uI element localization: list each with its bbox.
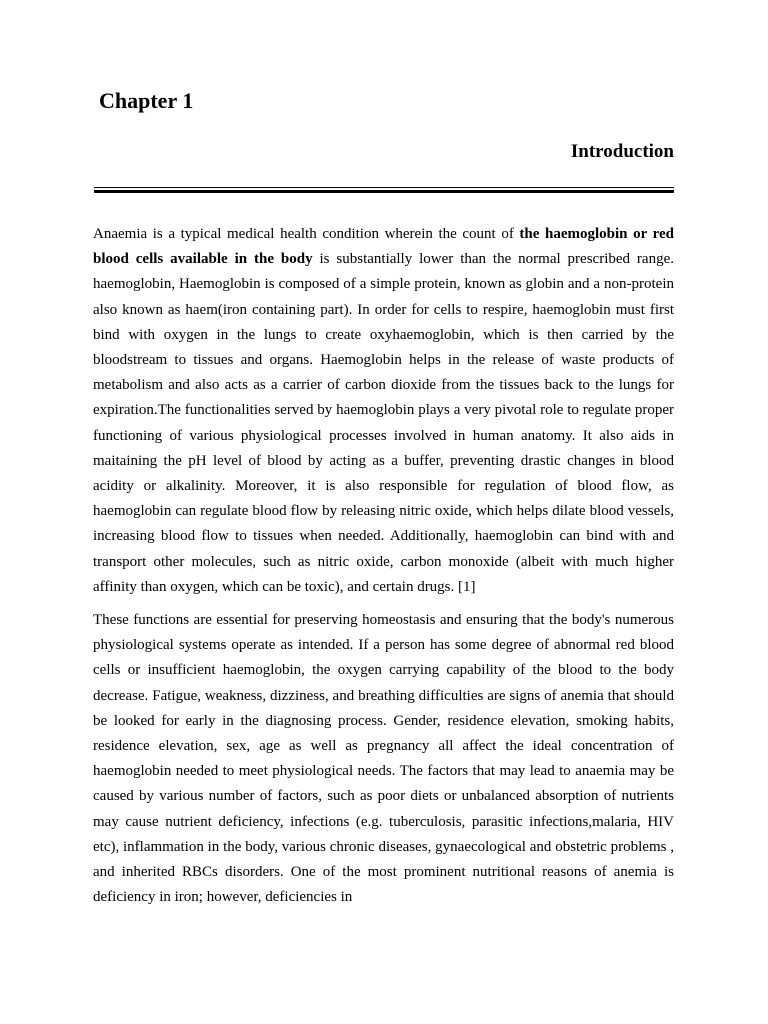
paragraph-2: These functions are essential for preserving homeostasis and ensuring that the body's numerous physiological systems operate as intended. If a person has some degree of abnormal red blood cells or insufficient haemoglobin, the oxygen carrying capability of the blood to the body decrease. Fatigue, weakness, dizziness, and breathing difficulties are signs of anemia that should be looked for early in the diagnosing process. Gender, residence elevation, smoking habits, residence elevation, sex, age as well as pregnancy all affect the ideal concentration of haemoglobin needed to meet physiological needs. The factors that may lead to anaemia may be caused by various number of factors, such as poor diets or unbalanced absorption of nutrients may cause nutrient deficiency, infections (e.g. tuberculosis, parasitic infections,malaria, HIV etc), inflammation in the body, various chronic diseases, gynaecological and obstetric problems , and inherited RBCs disorders. One of the most prominent nutritional reasons of anemia is deficiency in iron; however, deficiencies in bbox=[93, 612, 674, 906]
heading-divider-thin bbox=[94, 187, 674, 188]
section-heading: Introduction bbox=[570, 141, 674, 162]
paragraph-1-intro: Anaemia is a typical medical health condition wherein the count of bbox=[93, 226, 520, 242]
paragraph-1-emphasis: the haemoglobin or red blood cells available in the body bbox=[93, 226, 674, 268]
paragraph-1 bbox=[93, 222, 674, 600]
chapter-heading: Chapter 1 bbox=[99, 88, 194, 113]
body-text bbox=[93, 222, 674, 910]
paragraph-1-rest: is substantially lower than the normal prescribed range. haemoglobin, Haemoglobin is composed of a simple protein, known as globin and a non-protein also known as haem(iron containing part). In order for cells to respire, haemoglobin must first bind with oxygen in the lungs to create oxyhaemoglobin, which is then carried by the bloodstream to tissues and organs. Haemoglobin helps in the release of waste products of metabolism and also acts as a carrier of carbon dioxide from the tissues back to the lungs for expiration.The functionalities served by haemoglobin plays a very pivotal role to regulate proper functioning of various physiological processes involved in human anatomy. It also aids in maitaining the pH level of blood by acting as a buffer, preventing drastic changes in blood acidity or alkalinity. Moreover, it is also responsible for regulation of blood flow, as haemoglobin can regulate blood flow by releasing nitric oxide, which helps dilate blood vessels, increasing blood flow to tissues when needed. Additionally, haemoglobin can bind with and transport other molecules, such as nitric oxide, carbon monoxide (albeit with much higher affinity than oxygen, which can be toxic), and certain drugs. [1] bbox=[93, 251, 674, 595]
heading-divider-thick bbox=[94, 190, 674, 193]
